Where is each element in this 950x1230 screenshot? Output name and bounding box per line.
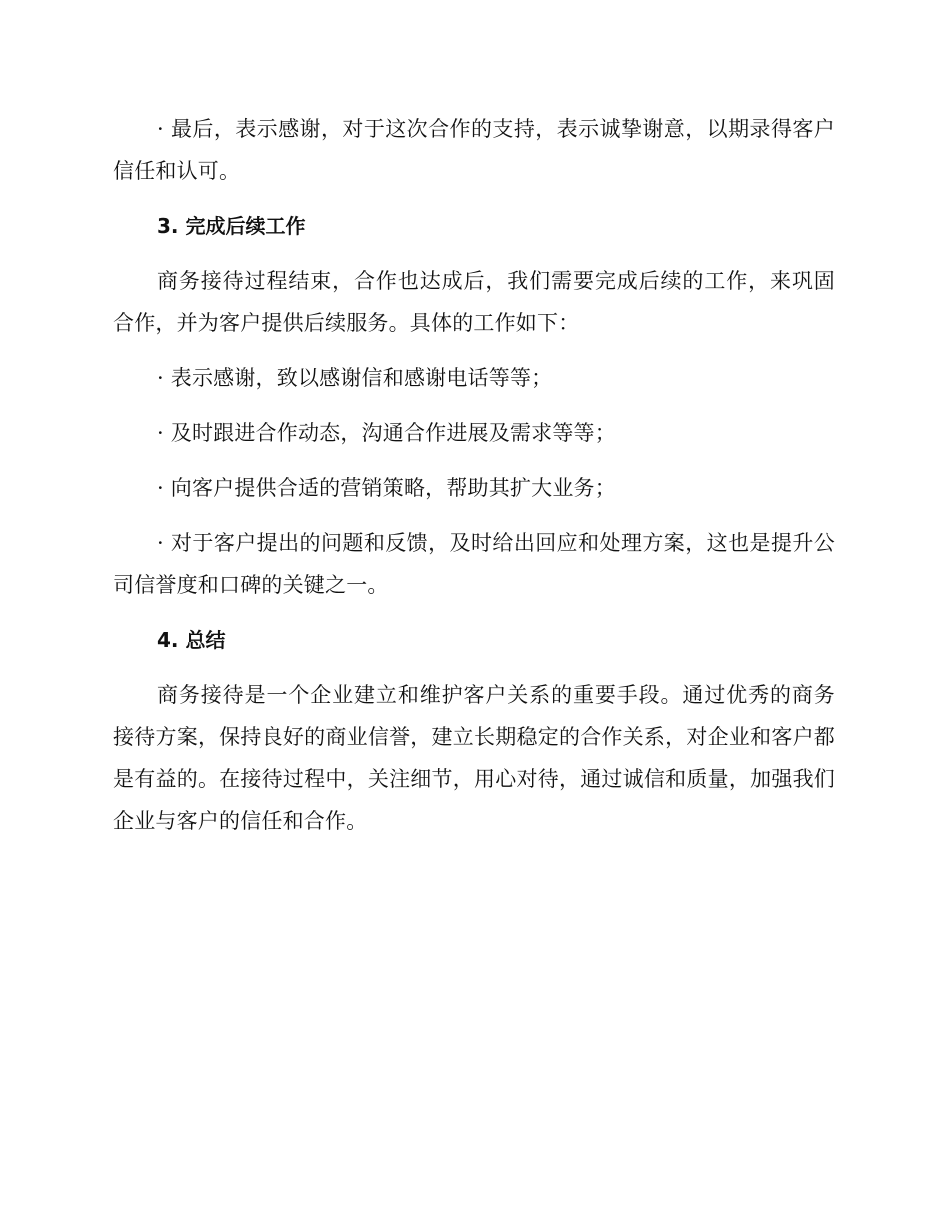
follow-up-intro-paragraph: 商务接待过程结束，合作也达成后，我们需要完成后续的工作，来巩固合作，并为客户提供后续服务。具体的工作如下：: [113, 269, 835, 335]
section-heading-follow-up: 3. 完成后续工作: [157, 214, 306, 238]
summary-paragraph: 商务接待是一个企业建立和维护客户关系的重要手段。通过优秀的商务接待方案，保持良好的商业信誉，建立长期稳定的合作关系，对企业和客户都是有益的。在接待过程中，关注细节，用心对待，通过诚信和质量，加强我们企业与客户的信任和合作。: [113, 683, 835, 833]
section-heading-summary: 4. 总结: [157, 628, 226, 652]
document-page: [113, 108, 835, 842]
bullet-thank-you-letter: · 表示感谢，致以感谢信和感谢电话等等；: [157, 366, 553, 390]
bullet-thanks-closing: · 最后，表示感谢，对于这次合作的支持，表示诚挚谢意，以期录得客户信任和认可。: [113, 117, 835, 183]
bullet-feedback-response: · 对于客户提出的问题和反馈，及时给出回应和处理方案，这也是提升公司信誉度和口碑的关键之一。: [113, 531, 835, 597]
bullet-follow-progress: · 及时跟进合作动态，沟通合作进展及需求等等；: [157, 421, 616, 445]
bullet-marketing-strategy: · 向客户提供合适的营销策略，帮助其扩大业务；: [157, 476, 616, 500]
